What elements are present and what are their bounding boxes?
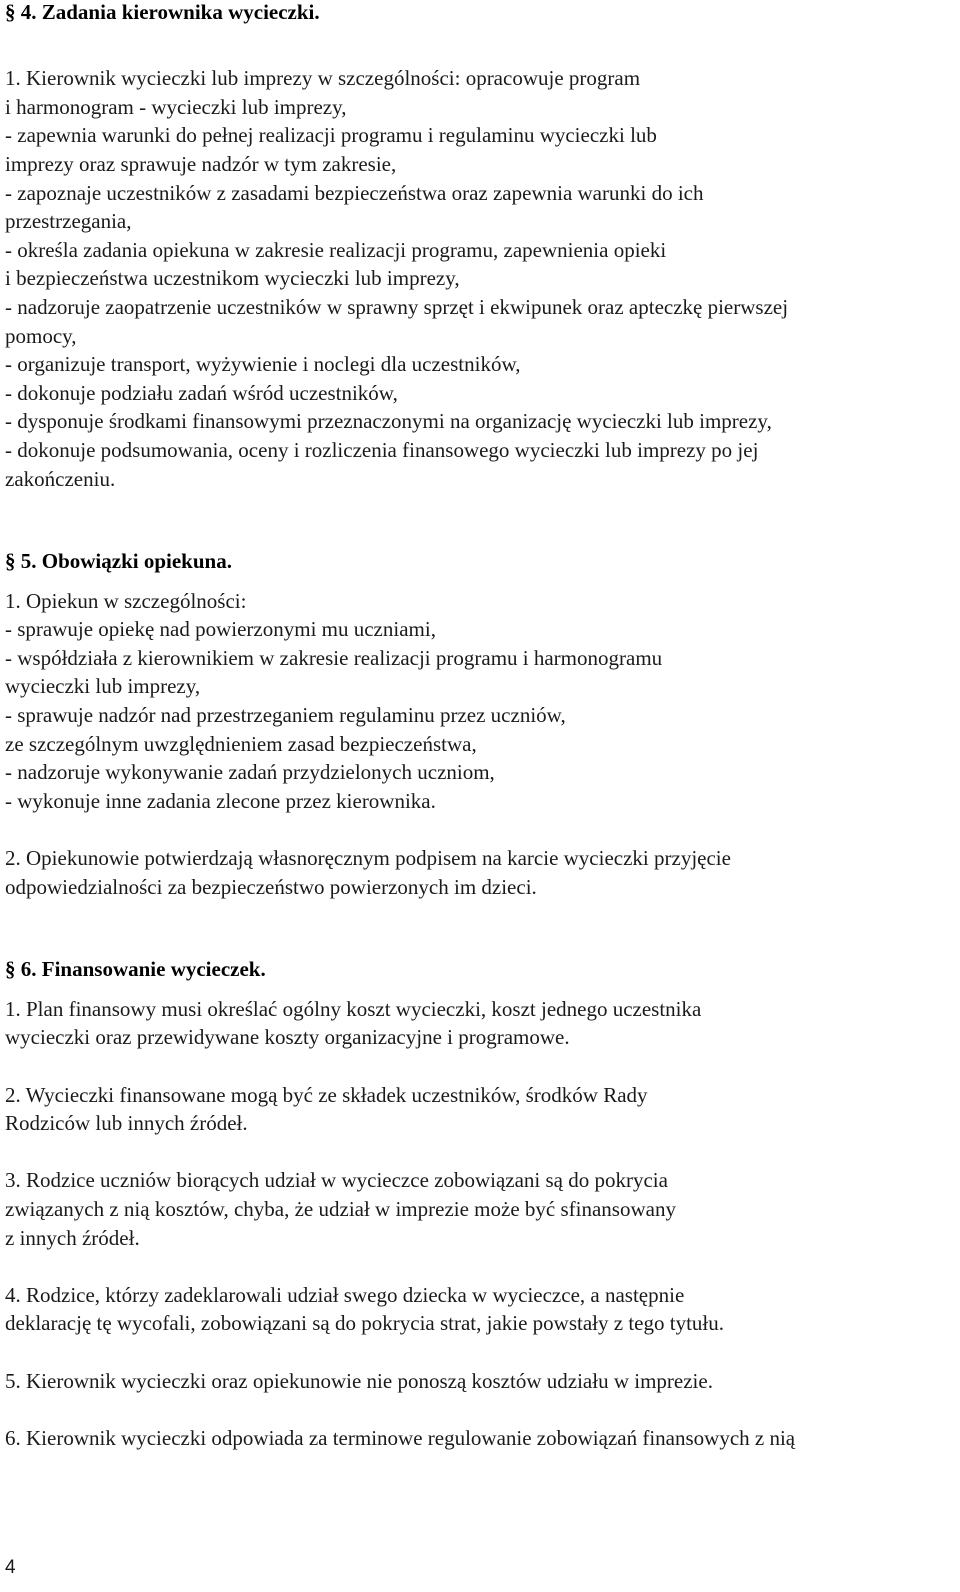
- text-line: - nadzoruje wykonywanie zadań przydzielonych uczniom,: [5, 760, 495, 785]
- text-line: - wykonuje inne zadania zlecone przez kierownika.: [5, 788, 436, 813]
- section-5-paragraph-2: [5, 844, 955, 901]
- text-line: i bezpieczeństwa uczestnikom wycieczki lub imprezy,: [5, 266, 460, 291]
- text-line: 2. Opiekunowie potwierdzają własnoręcznym podpisem na karcie wycieczki przyjęcie: [5, 846, 731, 871]
- text-line: przestrzegania,: [5, 209, 132, 234]
- text-line: 6. Kierownik wycieczki odpowiada za terminowe regulowanie zobowiązań finansowych z nią: [5, 1425, 796, 1450]
- text-line: Rodziców lub innych źródeł.: [5, 1111, 248, 1136]
- section-5-heading: § 5. Obowiązki opiekuna.: [5, 549, 232, 574]
- text-line: - dysponuje środkami finansowymi przeznaczonymi na organizację wycieczki lub imprezy,: [5, 409, 772, 434]
- text-line: 3. Rodzice uczniów biorących udział w wycieczce zobowiązani są do pokrycia: [5, 1168, 668, 1193]
- text-line: 5. Kierownik wycieczki oraz opiekunowie nie ponoszą kosztów udziału w imprezie.: [5, 1368, 713, 1393]
- text-line: 1. Plan finansowy musi określać ogólny koszt wycieczki, koszt jednego uczestnika: [5, 996, 702, 1021]
- text-line: - sprawuje nadzór nad przestrzeganiem regulaminu przez uczniów,: [5, 703, 566, 728]
- text-line: 2. Wycieczki finansowane mogą być ze składek uczestników, środków Rady: [5, 1082, 648, 1107]
- text-line: i harmonogram - wycieczki lub imprezy,: [5, 94, 347, 119]
- text-line: - sprawuje opiekę nad powierzonymi mu uczniami,: [5, 617, 436, 642]
- page-number: 4: [5, 1557, 16, 1578]
- text-line: zakończeniu.: [5, 466, 116, 491]
- section-6-heading: § 6. Finansowanie wycieczek.: [5, 957, 266, 982]
- text-line: z innych źródeł.: [5, 1225, 140, 1250]
- section-4-paragraph-1: [5, 64, 955, 493]
- text-line: wycieczki oraz przewidywane koszty organizacyjne i programowe.: [5, 1025, 570, 1050]
- section-6-paragraph-1: [5, 995, 955, 1052]
- section-6-paragraph-6: [5, 1424, 955, 1453]
- text-line: związanych z nią kosztów, chyba, że udział w imprezie może być sfinansowany: [5, 1196, 676, 1221]
- text-line: - dokonuje podziału zadań wśród uczestników,: [5, 380, 398, 405]
- section-6-paragraph-3: [5, 1166, 955, 1252]
- text-line: deklarację tę wycofali, zobowiązani są do pokrycia strat, jakie powstały z tego tytułu.: [5, 1311, 724, 1336]
- section-6-paragraph-5: [5, 1367, 955, 1396]
- text-line: 1. Opiekun w szczególności:: [5, 588, 247, 613]
- section-4-heading: § 4. Zadania kierownika wycieczki.: [5, 0, 320, 24]
- text-line: - nadzoruje zaopatrzenie uczestników w sprawny sprzęt i ekwipunek oraz apteczkę pierwszej: [5, 294, 789, 319]
- text-line: odpowiedzialności za bezpieczeństwo powierzonych im dzieci.: [5, 874, 537, 899]
- text-line: 1. Kierownik wycieczki lub imprezy w szczególności: opracowuje program: [5, 66, 641, 91]
- text-line: - organizuje transport, wyżywienie i noclegi dla uczestników,: [5, 352, 521, 377]
- text-line: imprezy oraz sprawuje nadzór w tym zakresie,: [5, 151, 397, 176]
- text-line: - współdziała z kierownikiem w zakresie realizacji programu i harmonogramu: [5, 645, 663, 670]
- text-line: - zapewnia warunki do pełnej realizacji programu i regulaminu wycieczki lub: [5, 123, 657, 148]
- section-6-paragraph-2: [5, 1081, 955, 1138]
- text-line: - dokonuje podsumowania, oceny i rozliczenia finansowego wycieczki lub imprezy po jej: [5, 437, 759, 462]
- document-page: [5, 0, 955, 1452]
- text-line: 4. Rodzice, którzy zadeklarowali udział swego dziecka w wycieczce, a następnie: [5, 1282, 685, 1307]
- section-5-paragraph-1: [5, 587, 955, 816]
- text-line: wycieczki lub imprezy,: [5, 674, 201, 699]
- text-line: ze szczególnym uwzględnieniem zasad bezpieczeństwa,: [5, 731, 477, 756]
- text-line: - zapoznaje uczestników z zasadami bezpieczeństwa oraz zapewnia warunki do ich: [5, 180, 704, 205]
- text-line: - określa zadania opiekuna w zakresie realizacji programu, zapewnienia opieki: [5, 237, 667, 262]
- text-line: pomocy,: [5, 323, 77, 348]
- section-6-paragraph-4: [5, 1281, 955, 1338]
